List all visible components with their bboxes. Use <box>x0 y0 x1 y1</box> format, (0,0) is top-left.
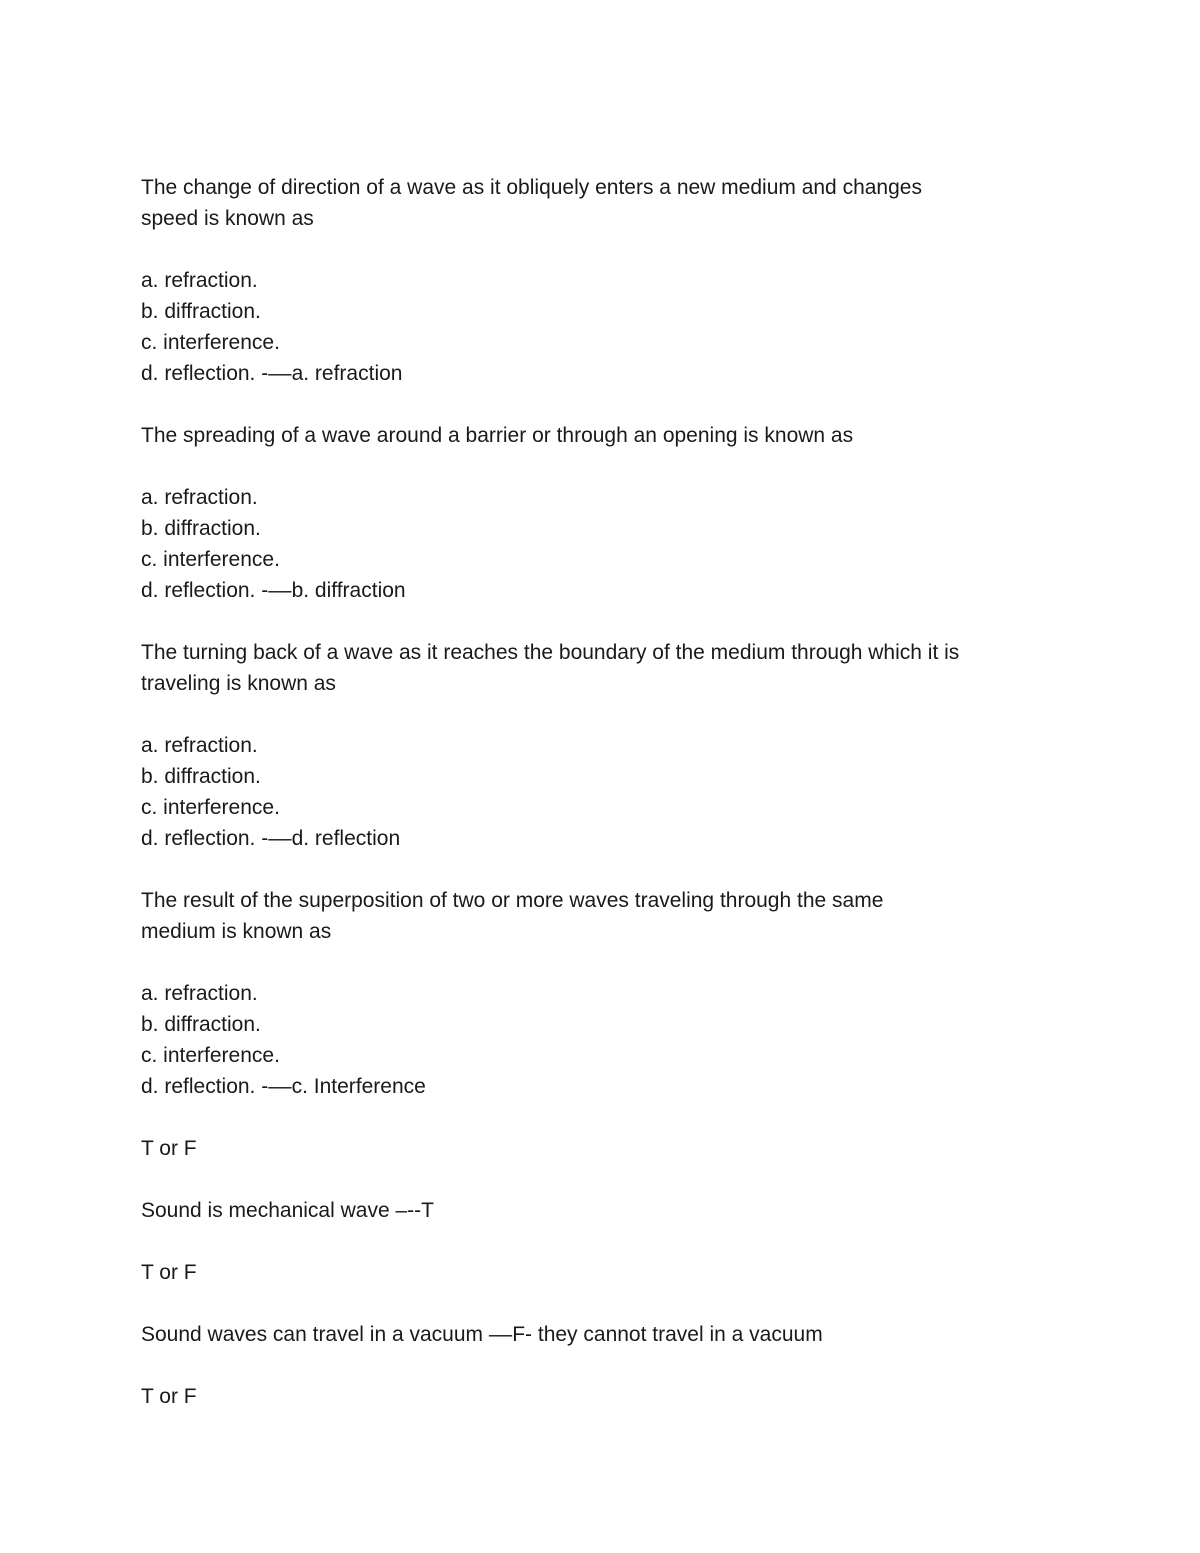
question-prompt-line: The change of direction of a wave as it obliquely enters a new medium and changes <box>141 176 922 199</box>
answer-option: b. diffraction. <box>141 765 261 788</box>
question-prompt-line: traveling is known as <box>141 672 336 695</box>
question-prompt-line: The spreading of a wave around a barrier or through an opening is known as <box>141 424 854 447</box>
question-1 <box>141 172 1081 389</box>
answer-option: a. refraction. <box>141 734 258 757</box>
answer-option: b. diffraction. <box>141 1013 261 1036</box>
answer-option: d. reflection. -––b. diffraction <box>141 579 406 602</box>
answer-option: a. refraction. <box>141 269 258 292</box>
true-false-statement: Sound is mechanical wave –--T <box>141 1199 434 1222</box>
question-4 <box>141 885 1081 1102</box>
question-2 <box>141 420 1081 606</box>
question-prompt-line: medium is known as <box>141 920 332 943</box>
answer-option: d. reflection. -––c. Interference <box>141 1075 426 1098</box>
true-false-label: T or F <box>141 1137 197 1160</box>
answer-option: c. interference. <box>141 1044 280 1067</box>
question-3 <box>141 637 1081 854</box>
question-prompt-line: The turning back of a wave as it reaches the boundary of the medium through which it is <box>141 641 960 664</box>
answer-option: d. reflection. -––d. reflection <box>141 827 401 850</box>
true-false-label: T or F <box>141 1385 197 1408</box>
document-page <box>141 172 1081 1412</box>
answer-option: b. diffraction. <box>141 300 261 323</box>
question-prompt-line: speed is known as <box>141 207 314 230</box>
true-false-2 <box>141 1257 1081 1350</box>
true-false-label: T or F <box>141 1261 197 1284</box>
answer-option: d. reflection. -––a. refraction <box>141 362 403 385</box>
answer-option: a. refraction. <box>141 982 258 1005</box>
answer-option: c. interference. <box>141 548 280 571</box>
question-prompt-line: The result of the superposition of two or more waves traveling through the same <box>141 889 884 912</box>
true-false-1 <box>141 1133 1081 1226</box>
answer-option: c. interference. <box>141 796 280 819</box>
true-false-statement: Sound waves can travel in a vacuum ––F- they cannot travel in a vacuum <box>141 1323 823 1346</box>
true-false-3 <box>141 1381 1081 1412</box>
answer-option: c. interference. <box>141 331 280 354</box>
answer-option: b. diffraction. <box>141 517 261 540</box>
answer-option: a. refraction. <box>141 486 258 509</box>
